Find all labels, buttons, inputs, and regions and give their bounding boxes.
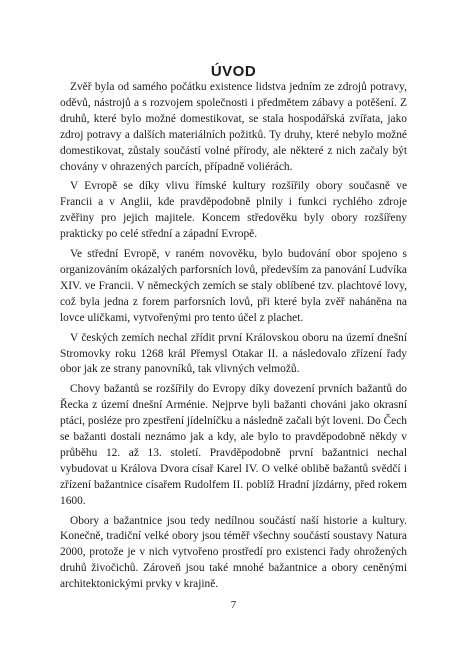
book-page [60,0,407,648]
paragraph-3: Ve střední Evropě, v raném novověku, bylo budování obor spojeno s organizováním okázalých parforsních lovů, především za panování Ludvíka XIV. ve Francii. V německých zemích se staly oblíbené tzv. plachtové lovy, což byla jedna z forem parforsních lovů, při které byla zvěř naháněna na lovce uličkami, vytvořenými pro tento účel z plachet. [60,248,407,324]
paragraph-4: V českých zemích nechal zřídit první Královskou oboru na území dnešní Stromovky roku 1268 král Přemysl Otakar II. a následovalo zřízení řady obor jak ze strany panovníků, tak vlivných velmožů. [60,331,407,376]
paragraph-1: Zvěř byla od samého počátku existence lidstva jedním ze zdrojů potravy, oděvů, nástrojů a s rozvojem společnosti i předmětem zábavy a potěšení. Z druhů, které bylo možné domestikovat, se stala hospodářská zvířata, jako zdroj potravy a dalších materiálních požitků. Ty druhy, které nebylo možné domestikovat, zůstaly součástí volné přírody, ale některé z nich začaly být chovány v ohrazených parcích, případně voliérách. [60,81,407,173]
page-number: 7 [230,599,237,611]
paragraph-6: Obory a bažantnice jsou tedy nedílnou součástí naší historie a kultury. Konečně, tradiční velké obory jsou téměř všechny součástí soustavy Natura 2000, protože je v nich vytvořeno prostředí pro existenci řady ohrožených druhů živočichů. Zároveň jsou také mnohé bažantnice a obory ceněnými architektonickými prvky v krajině. [60,514,407,591]
paragraph-5: Chovy bažantů se rozšířily do Evropy díky dovezení prvních bažantů do Řecka z území dnešní Arménie. Nejprve byli bažanti chováni jako okrasní ptáci, posléze pro zpestření jídelníčku a následně začali být loveni. Do Čech se bažanti dostali neznámo jak a kdy, ale bylo to pravděpodobně někdy v průběhu 12. až 13. století. Pravděpodobně první bažantnici nechal vybudovat u Králova Dvora císař Karel IV. O velké oblibě bažantů svědčí i zřízení bažantnice císařem Rudolfem II. poblíž Hradní jízdárny, před rokem 1600. [60,383,407,507]
page-title: ÚVOD [210,63,257,81]
paragraph-2: V Evropě se díky vlivu římské kultury rozšířily obory současně ve Francii a v Anglii, kde pravděpodobně plnily i funkci rychlého zdroje zvěřiny pro jejich majitele. Koncem středověku byly obory rozšířeny prakticky po celé střední a západní Evropě. [60,180,407,241]
body-text [60,80,407,597]
